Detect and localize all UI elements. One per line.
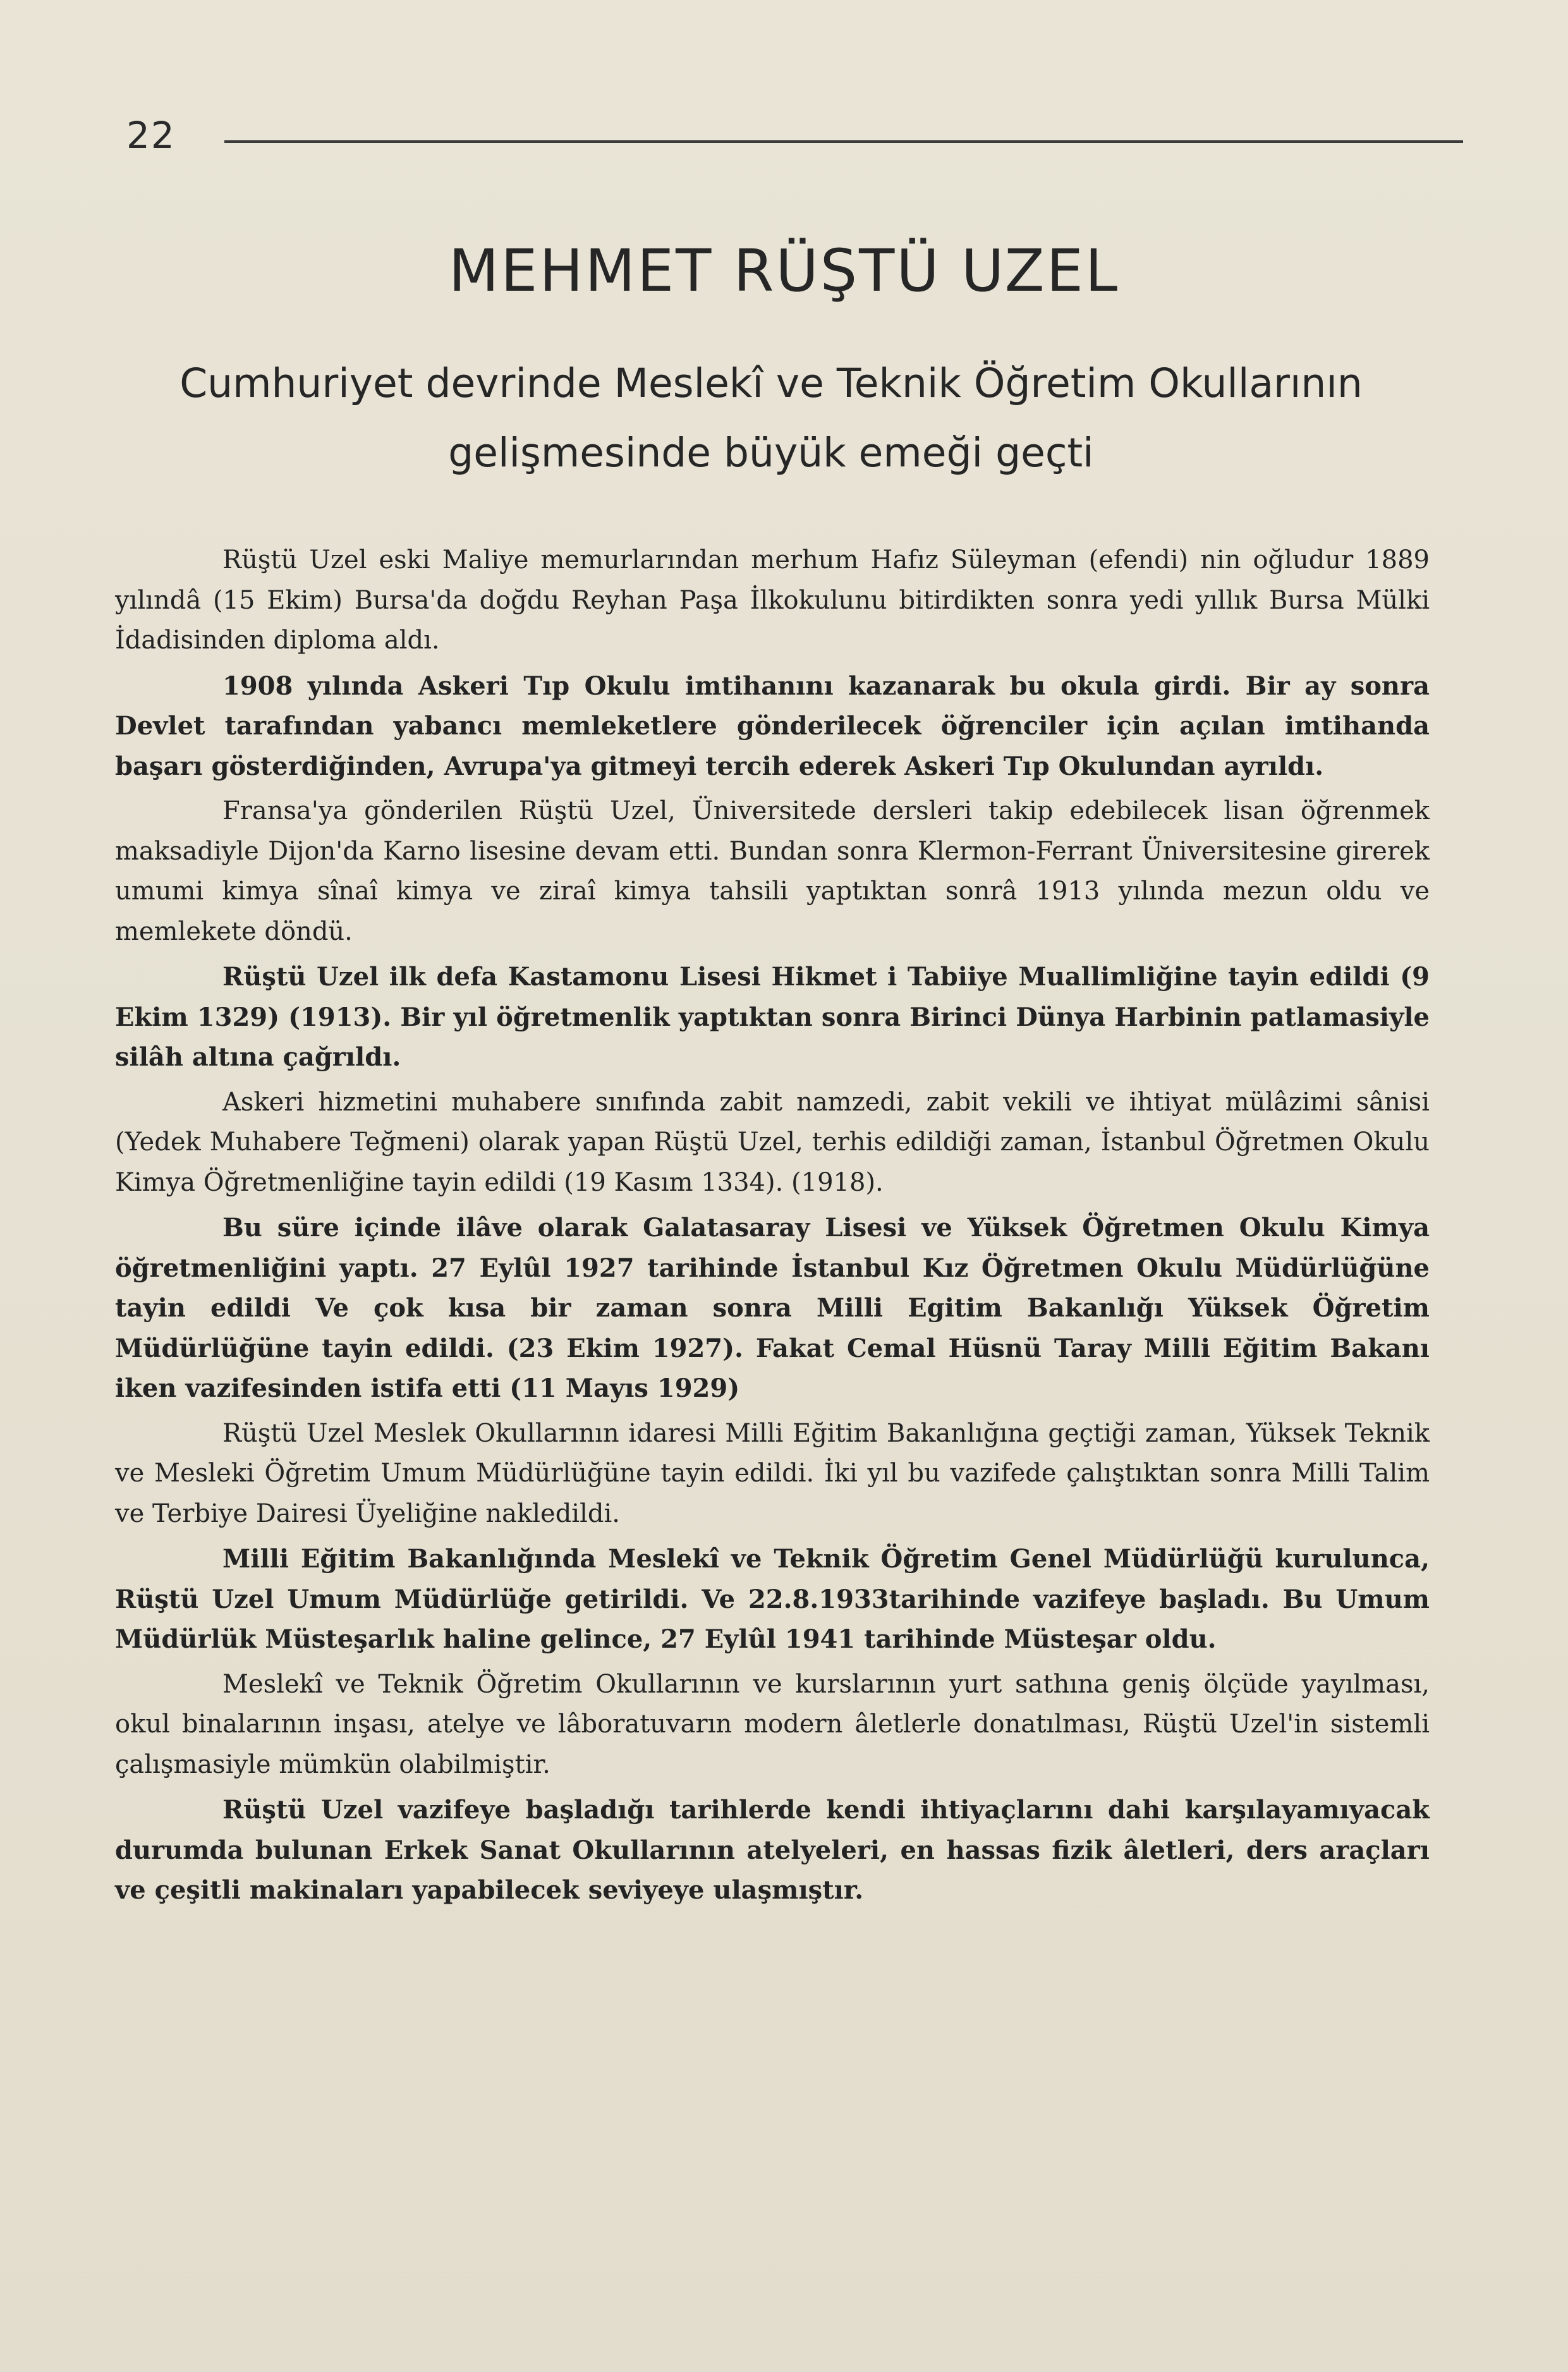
paragraph: Rüştü Uzel ilk defa Kastamonu Lisesi Hikmet i Tabiiye Muallimliğine tayin edildi (9 Ekim 1329) (1913). Bir yıl öğretmenlik yaptıktan sonra Birinci Dünya Harbinin patlamasiyle silâh altına çağrıldı. (115, 962, 1430, 1072)
paragraph: Askeri hizmetini muhabere sınıfında zabit namzedi, zabit vekili ve ihtiyat mülâzimi sânisi (Yedek Muhabere Teğmeni) olarak yapan Rüştü Uzel, terhis edildiği zaman, İstanbul Öğretmen Okulu Kimya Öğretmenliğine tayin edildi (19 Kasım 1334). (1918). (115, 1087, 1430, 1197)
paragraph: 1908 yılında Askeri Tıp Okulu imtihanını kazanarak bu okula girdi. Bir ay sonra Devlet tarafından yabancı memleketlere gönderilecek öğrenciler için açılan imtihanda başarı gösterdiğinden, Avrupa'ya gitmeyi tercih ederek Askeri Tıp Okulundan ayrıldı. (115, 671, 1430, 781)
paragraph: Meslekî ve Teknik Öğretim Okullarının ve kurslarının yurt sathına geniş ölçüde yayılması, okul binalarının inşası, atelye ve lâboratuvarın modern âletlerle donatılması, Rüştü Uzel'in sistemli çalışmasiyle mümkün olabilmiştir. (115, 1669, 1430, 1779)
subtitle-line: gelişmesinde büyük emeği geçti (448, 430, 1094, 476)
paragraph: Milli Eğitim Bakanlığında Meslekî ve Teknik Öğretim Genel Müdürlüğü kurulunca, Rüştü Uzel Umum Müdürlüğe getirildi. Ve 22.8.1933tarihinde vazifeye başladı. Bu Umum Müdürlük Müsteşarlık haline gelince, 27 Eylûl 1941 tarihinde Müsteşar oldu. (115, 1544, 1430, 1654)
paragraph: Rüştü Uzel eski Maliye memurlarından merhum Hafız Süleyman (efendi) nin oğludur 1889 yılındâ (15 Ekim) Bursa'da doğdu Reyhan Paşa İlkokulunu bitirdikten sonra yedi yıllık Bursa Mülki İdadisinden diploma aldı. (115, 545, 1430, 655)
header-rule (224, 140, 1463, 143)
page-number: 22 (126, 114, 176, 157)
subtitle-line: Cumhuriyet devrinde Meslekî ve Teknik Öğretim Okullarının (179, 360, 1363, 406)
paragraph: Rüştü Uzel Meslek Okullarının idaresi Milli Eğitim Bakanlığına geçtiği zaman, Yüksek Teknik ve Mesleki Öğretim Umum Müdürlüğüne tayin edildi. İki yıl bu vazifede çalıştıktan sonra Milli Talim ve Terbiye Dairesi Üyeliğine nakledildi. (115, 1418, 1430, 1528)
article-subtitle (101, 349, 1441, 488)
article-body (115, 540, 1430, 1916)
paragraph: Rüştü Uzel vazifeye başladığı tarihlerde kendi ihtiyaçlarını dahi karşılayamıyacak durumda bulunan Erkek Sanat Okullarının atelyeleri, en hassas fizik âletleri, ders araçları ve çeşitli makinaları yapabilecek seviyeye ulaşmıştır. (115, 1795, 1430, 1905)
paragraph: Bu süre içinde ilâve olarak Galatasaray Lisesi ve Yüksek Öğretmen Okulu Kimya öğretmenliğini yaptı. 27 Eylûl 1927 tarihinde İstanbul Kız Öğretmen Okulu Müdürlüğüne tayin edildi Ve çok kısa bir zaman sonra Milli Egitim Bakanlığı Yüksek Öğretim Müdürlüğüne tayin edildi. (23 Ekim 1927). Fakat Cemal Hüsnü Taray Milli Eğitim Bakanı iken vazifesinden istifa etti (11 Mayıs 1929) (115, 1213, 1430, 1403)
article-title: MEHMET RÜŞTÜ UZEL (448, 237, 1120, 305)
paragraph: Fransa'ya gönderilen Rüştü Uzel, Üniversitede dersleri takip edebilecek lisan öğrenmek maksadiyle Dijon'da Karno lisesine devam etti. Bundan sonra Klermon-Ferrant Üniversitesine girerek umumi kimya sînaî kimya ve ziraî kimya tahsili yaptıktan sonrâ 1913 yılında mezun oldu ve memlekete döndü. (115, 796, 1430, 946)
